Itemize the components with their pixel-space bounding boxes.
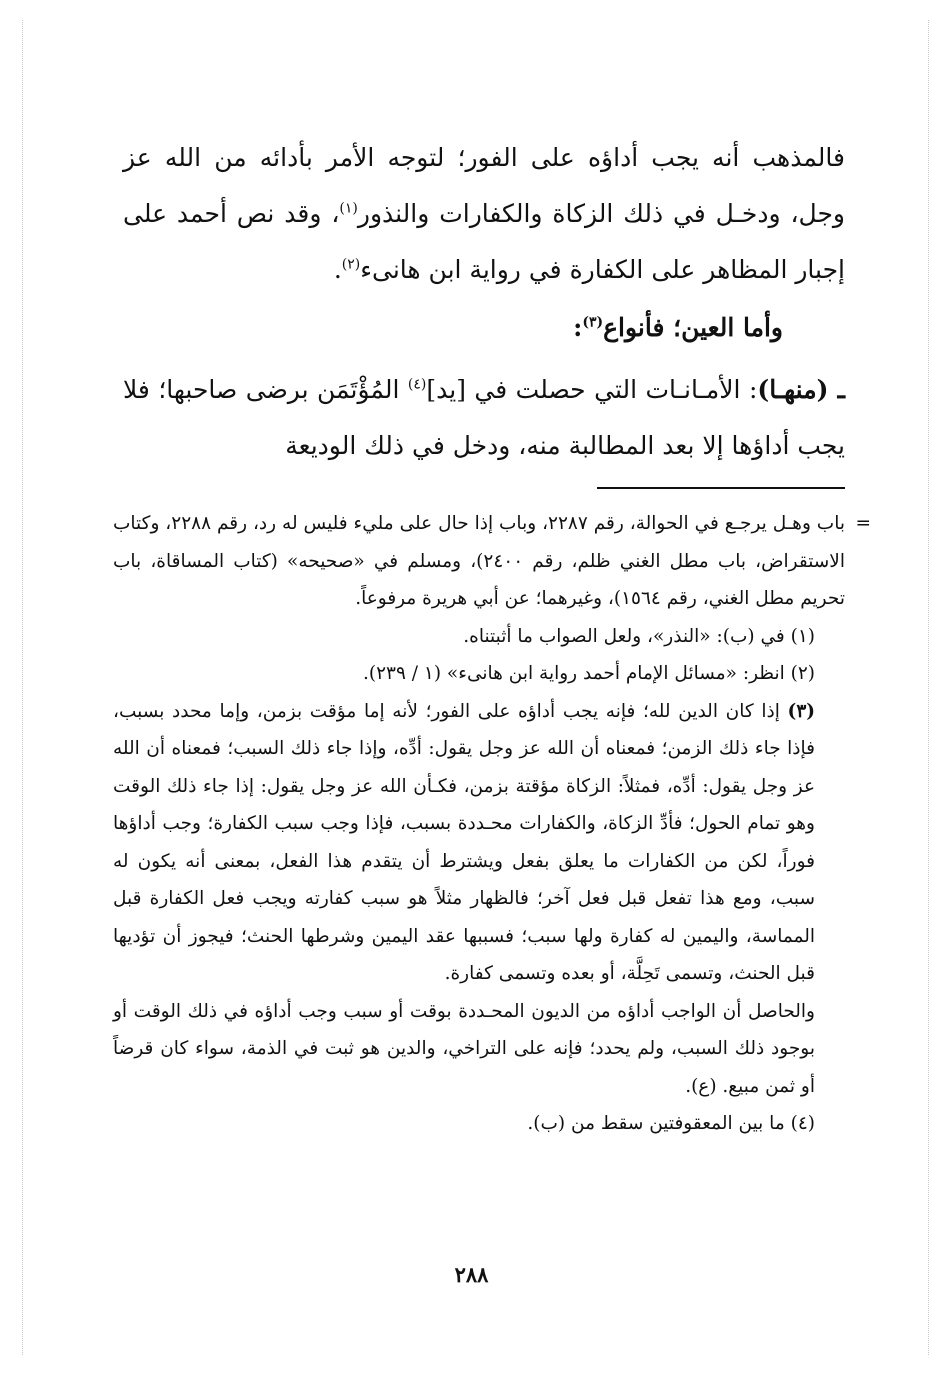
main-paragraph-1-end: . — [333, 255, 342, 284]
main-paragraph-1 — [123, 130, 845, 298]
page-number: ٢٨٨ — [454, 1262, 489, 1287]
main-paragraph-2-text-a: : الأمـانـات التي حصلت في [يد] — [426, 375, 758, 404]
main-paragraph-2-text-b: المُؤْتَمَن برضى صاحبها؛ فلا يجب أداؤها إلا بعد المطالبة منه، ودخل في ذلك الوديعة — [123, 375, 845, 460]
footnotes — [113, 505, 871, 1143]
footnote-ref-1: (١) — [339, 200, 358, 217]
main-paragraph-2 — [123, 362, 845, 474]
footnote-3-continued: والحاصل أن الواجب أداؤه من الديون المحـددة بوقت أو سبب وجب أداؤه في ذلك الوقت أو بوجود ذلك السبب، ولم يحدد؛ فإنه على التراخي، والدين هو ثبت في الذمة، سواء كان قرضاً أو ثمن مبيع. (ع). — [113, 1000, 815, 1097]
footnote-3-label: (٣) — [787, 700, 816, 722]
item-lead-minha: ـ (منهـا) — [757, 375, 846, 404]
footnote-continuation: باب وهـل يرجـع في الحوالة، رقم ٢٢٨٧، وباب إذا حال على مليء فليس له رد، رقم ٢٢٨٨، وكتاب الاستقراض، باب مطل الغني ظلم، رقم ٢٤٠٠)، ومسلم في «صحيحه» (كتاب المساقاة، باب تحريم مطل الغني، رقم ١٥٦٤)، وغيرهما؛ عن أبي هريرة مرفوعاً. — [113, 513, 846, 609]
section-heading — [123, 300, 845, 356]
footnote-ref-4: (٤) — [407, 376, 427, 393]
section-heading-text: وأما العين؛ فأنواع — [603, 313, 783, 342]
footnote-3 — [113, 693, 845, 993]
footnote-separator — [597, 487, 845, 489]
footnote-1: (١) في (ب): «النذر»، ولعل الصواب ما أثبتناه. — [463, 625, 815, 647]
main-text — [123, 130, 845, 474]
section-heading-colon: : — [573, 313, 583, 342]
continuation-mark: = — [855, 513, 871, 534]
footnote-ref-3: (٣) — [582, 314, 604, 331]
main-paragraph-1-text-a: فالمذهب أنه يجب أداؤه على الفور؛ لتوجه الأمر بأدائه من الله عز وجل، ودخـل في ذلك الزكاة والكفارات والنذور — [123, 143, 845, 228]
footnote-2: (٢) انظر: «مسائل الإمام أحمد رواية ابن هانىء» (١ / ٢٣٩). — [362, 663, 815, 684]
footnote-3-text: إذا كان الدين لله؛ فإنه يجب أداؤه على الفور؛ لأنه إما مؤقت بزمن، وإما محدد بسبب، فإذا جاء ذلك الزمن؛ فمعناه أن الله عز وجل يقول: أدِّه، وإذا جاء ذلك السبب؛ فمعناه أن الله عز وجل يقول: أدِّه، فمثلاً: الزكاة مؤقتة بزمن، فكـأن الله عز وجل يقول: إذا جاء ذلك الوقت وهو تمام الحول؛ فأدِّ الزكاة، والكفارات محـددة بسبب، فإذا وجب سبب الكفارة؛ وجب أداؤها فوراً، لكن من الكفارات ما يعلق بفعل ويشترط أن يتقدم هذا الفعل، بمعنى أنه يكون له سبب، ومع هذا تفعل قبل فعل آخر؛ فالظهار مثلاً هو سبب كفارته ويجب فعل الكفارة قبل المماسة، واليمين له كفارة ولها سبب؛ فسببها عقد اليمين وشرطها الحنث؛ فيجوز أن تؤديها قبل الحنث، وتسمى تَحِلَّة، أو بعده وتسمى كفارة. — [113, 700, 815, 984]
main-paragraph-1-text-b: ، وقد نص أحمد على إجبار المظاهر على الكفارة في رواية ابن هانىء — [123, 199, 845, 284]
scan-edge-left — [22, 20, 23, 1355]
scan-edge-right — [928, 20, 929, 1355]
footnote-ref-2: (٢) — [341, 256, 361, 273]
footnote-4: (٤) ما بين المعقوفتين سقط من (ب). — [527, 1113, 815, 1134]
